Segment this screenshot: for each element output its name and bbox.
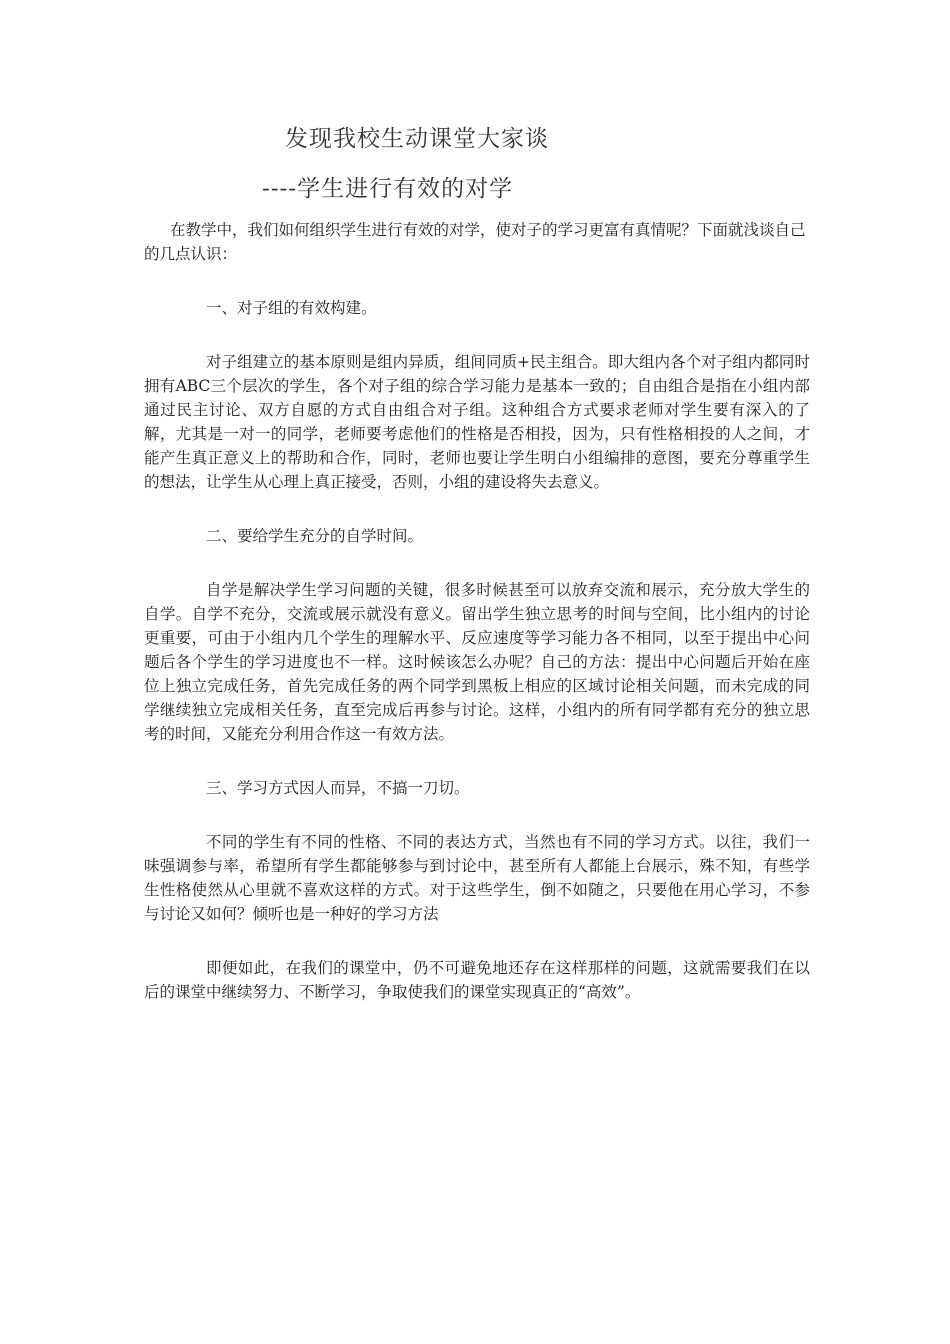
document-body [144,218,810,1004]
section-heading-1: 一、对子组的有效构建。 [206,299,377,317]
section-paragraph-3: 不同的学生有不同的性格、不同的表达方式，当然也有不同的学习方式。以往，我们一味强调参与率，希望所有学生都能够参与到讨论中，甚至所有人都能上台展示，殊不知，有些学生性格使然从心里就不喜欢这样的方式。对于这些学生，倒不如随之，只要他在用心学习，不参与讨论又如何？倾听也是一种好的学习方法 [144,833,810,923]
document-subtitle: ----学生进行有效的对学 [262,176,514,202]
conclusion-paragraph: 即便如此，在我们的课堂中，仍不可避免地还存在这样那样的问题，这就需要我们在以后的课堂中继续努力、不断学习，争取使我们的课堂实现真正的“高效”。 [144,959,810,1001]
intro-paragraph: 在教学中，我们如何组织学生进行有效的对学，使对子的学习更富有真情呢？下面就浅谈自己的几点认识： [144,221,806,263]
section-heading-2: 二、要给学生充分的自学时间。 [206,527,424,545]
document-title: 发现我校生动课堂大家谈 [285,126,549,152]
section-heading-3: 三、学习方式因人而异，不搞一刀切。 [206,779,470,797]
section-paragraph-2: 自学是解决学生学习问题的关键，很多时候甚至可以放弃交流和展示，充分放大学生的自学。自学不充分，交流或展示就没有意义。留出学生独立思考的时间与空间，比小组内的讨论更重要，可由于小组内几个学生的理解水平、反应速度等学习能力各不相同，以至于提出中心问题后各个学生的学习进度也不一样。这时候该怎么办呢？自己的方法：提出中心问题后开始在座位上独立完成任务，首先完成任务的两个同学到黑板上相应的区域讨论相关问题，而未完成的同学继续独立完成相关任务，直至完成后再参与讨论。这样，小组内的所有同学都有充分的独立思考的时间，又能充分利用合作这一有效方法。 [144,581,810,743]
section-paragraph-1: 对子组建立的基本原则是组内异质，组间同质+民主组合。即大组内各个对子组内都同时拥有ABC三个层次的学生，各个对子组的综合学习能力是基本一致的；自由组合是指在小组内部通过民主讨论、双方自愿的方式自由组合对子组。这种组合方式要求老师对学生要有深入的了解，尤其是一对一的同学，老师要考虑他们的性格是否相投，因为，只有性格相投的人之间，才能产生真正意义上的帮助和合作，同时，老师也要让学生明白小组编排的意图，要充分尊重学生的想法，让学生从心理上真正接受，否则，小组的建设将失去意义。 [144,353,810,491]
